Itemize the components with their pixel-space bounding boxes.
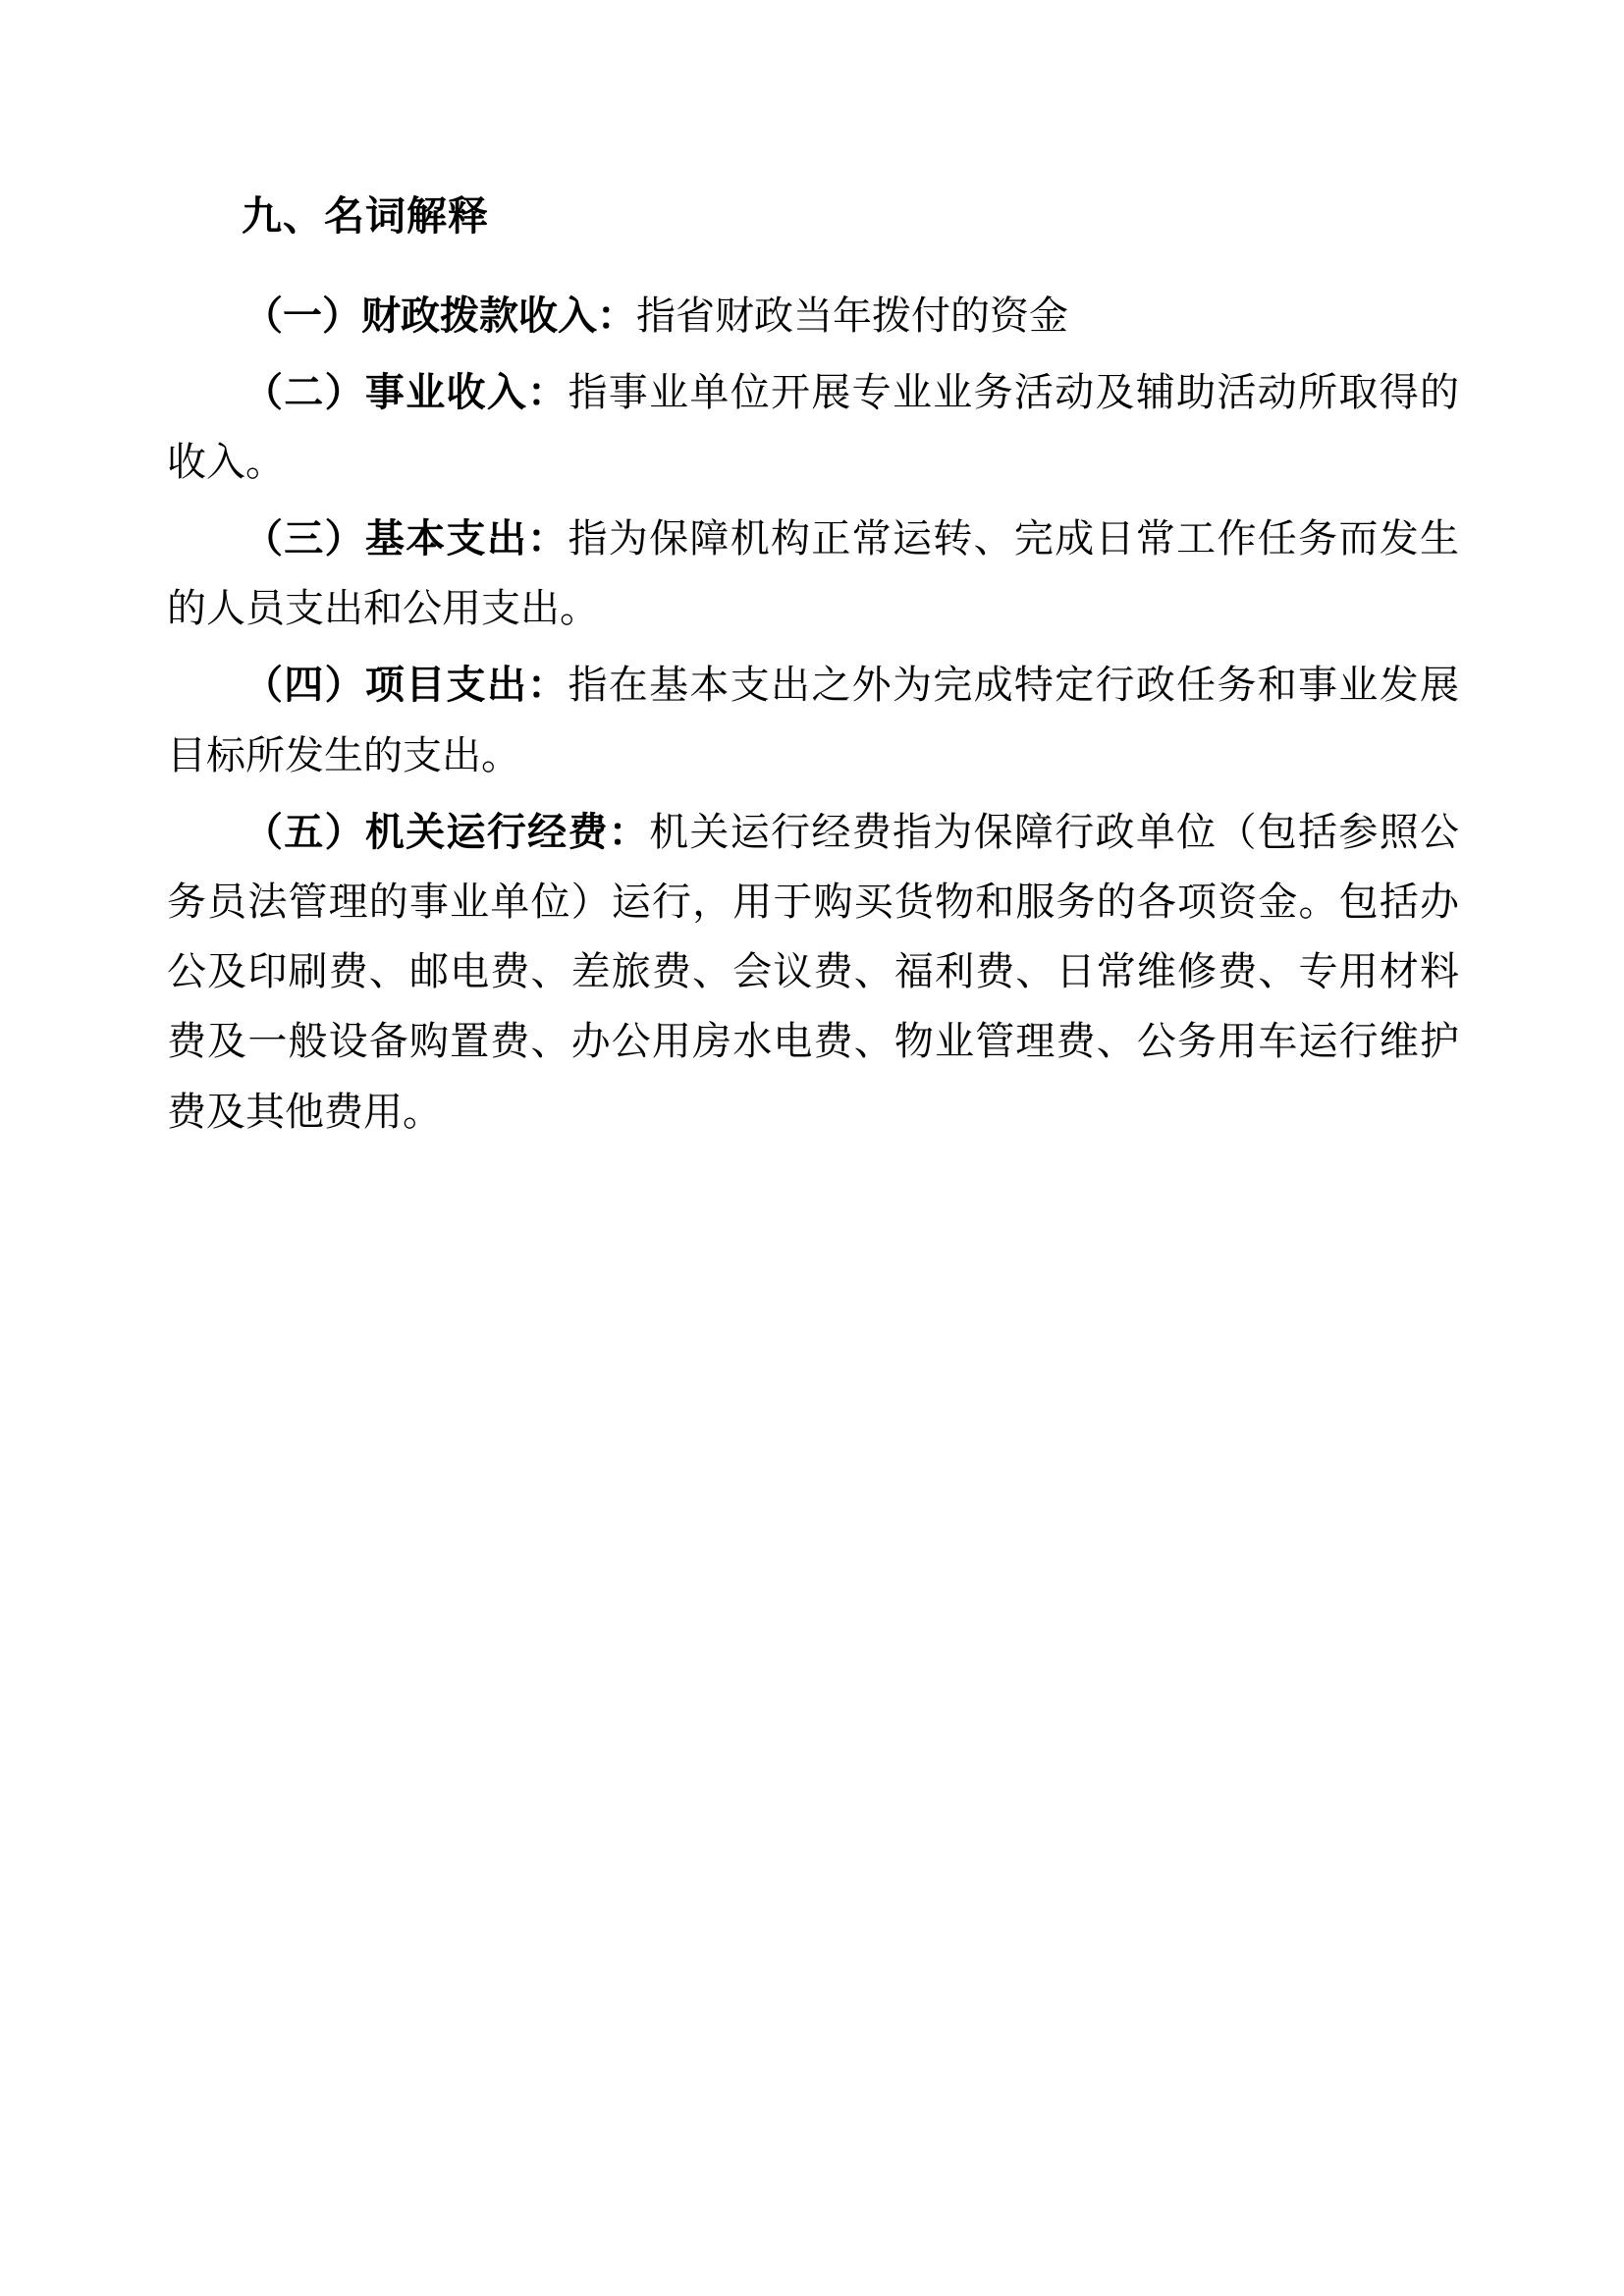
- definition-term-2: （二）事业收入：: [244, 368, 568, 415]
- definition-term-1: （一）财政拨款收入：: [244, 292, 636, 339]
- definition-paragraph-4: [167, 650, 1459, 790]
- definition-paragraph-1: [167, 281, 1459, 351]
- definition-text-2: 指事业单位开展专业业务活动及辅助活动所取得的收入。: [167, 369, 1460, 485]
- definition-term-3: （三）基本支出：: [244, 515, 568, 562]
- definition-text-4: 指在基本支出之外为完成特定行政任务和事业发展目标所发生的支出。: [167, 663, 1460, 778]
- definition-text-3: 指为保障机构正常运转、完成日常工作任务而发生的人员支出和公用支出。: [167, 516, 1460, 632]
- definition-text-5: 机关运行经费指为保障行政单位（包括参照公务员法管理的事业单位）运行，用于购买货物和服务的各项资金。包括办公及印刷费、邮电费、差旅费、会议费、福利费、日常维修费、专用材料费及一般设备购置费、办公用房水电费、物业管理费、公务用车运行维护费及其他费用。: [167, 809, 1460, 1135]
- definition-term-4: （四）项目支出：: [244, 662, 568, 709]
- definition-paragraph-3: [167, 504, 1459, 644]
- definition-text-1: 指省财政当年拨付的资金: [636, 293, 1068, 339]
- definition-term-5: （五）机关运行经费：: [244, 808, 650, 855]
- definition-paragraph-2: [167, 357, 1459, 498]
- page-title: 九、名词解释: [242, 192, 489, 240]
- definition-paragraph-5: [167, 797, 1459, 1148]
